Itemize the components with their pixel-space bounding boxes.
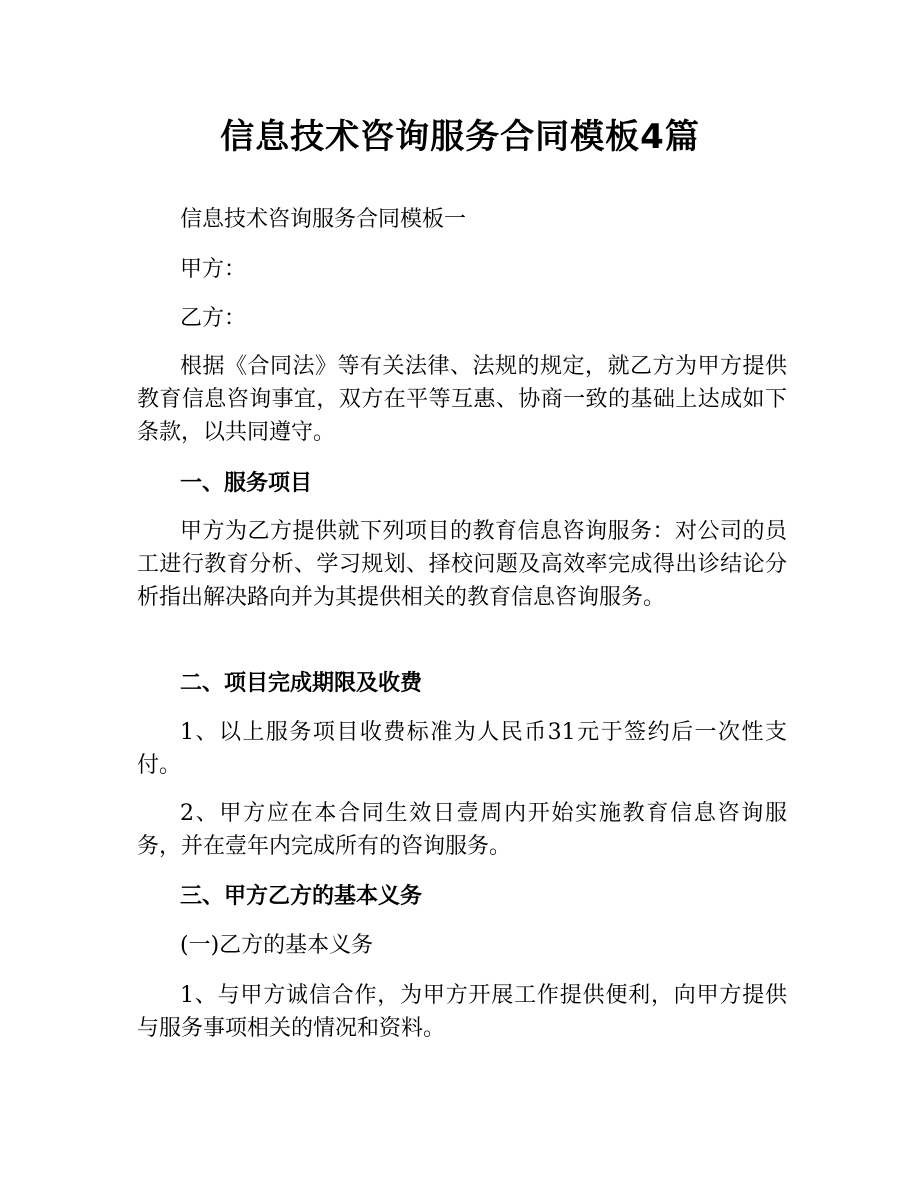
fee-clause-paragraph: 1、以上服务项目收费标准为人民币31元于签约后一次性支付。 bbox=[137, 720, 787, 778]
document-title: 信息技术咨询服务合同模板4篇 bbox=[220, 117, 700, 157]
party-b-obligations-subheading: (一)乙方的基本义务 bbox=[180, 933, 374, 958]
heading-service-items: 一、服务项目 bbox=[180, 471, 313, 496]
preamble-paragraph: 根据《合同法》等有关法律、法规的规定，就乙方为甲方提供教育信息咨询事宜，双方在平等互惠、协商一致的基础上达成如下条款，以共同遵守。 bbox=[137, 354, 787, 445]
section-subtitle: 信息技术咨询服务合同模板一 bbox=[180, 207, 467, 232]
service-items-paragraph: 甲方为乙方提供就下列项目的教育信息咨询服务：对公司的员工进行教育分析、学习规划、择校问题及高效率完成得出诊结论分析指出解决路向并为其提供相关的教育信息咨询服务。 bbox=[137, 519, 787, 610]
obligation-clause-paragraph: 1、与甲方诚信合作，为甲方开展工作提供便利，向甲方提供与服务事项相关的情况和资料。 bbox=[137, 983, 787, 1041]
deadline-clause-paragraph: 2、甲方应在本合同生效日壹周内开始实施教育信息咨询服务，并在壹年内完成所有的咨询服务。 bbox=[137, 801, 787, 859]
heading-deadline-fees: 二、项目完成期限及收费 bbox=[180, 671, 423, 696]
heading-basic-obligations: 三、甲方乙方的基本义务 bbox=[180, 884, 423, 909]
party-a-label: 甲方： bbox=[180, 257, 247, 282]
party-b-label: 乙方： bbox=[180, 306, 247, 331]
